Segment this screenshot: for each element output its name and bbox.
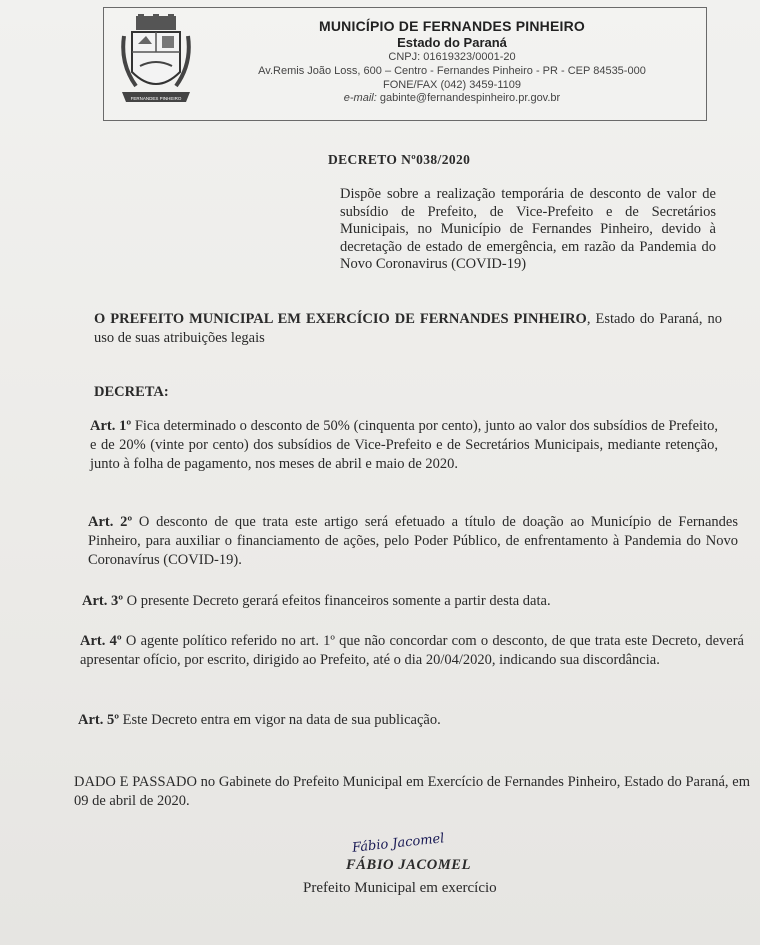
decree-title: DECRETO Nº038/2020 bbox=[328, 152, 471, 167]
article-2-text: O desconto de que trata este artigo será efetuado a título de doação ao Município de Fernandes Pinheiro, para auxiliar o financiamento de ações, pelo Poder Público, de enfrentamento à Pandemia do Novo Coronavírus (COVID-19). bbox=[88, 514, 739, 568]
article-1-label: Art. 1º bbox=[90, 418, 132, 434]
signatory-role: Prefeito Municipal em exercício bbox=[303, 880, 497, 896]
preamble bbox=[94, 310, 722, 348]
article-4 bbox=[80, 632, 744, 670]
article-1-text: Fica determinado o desconto de 50% (cinquenta por cento), junto ao valor dos subsídios de Prefeito, e de 20% (vinte por cento) dos subsídios de Vice-Prefeito e de Secretários Municipais, mediante retenção, junto à folha de pagamento, nos meses de abril e maio de 2020. bbox=[90, 418, 718, 472]
article-4-text: O agente político referido no art. 1º que não concordar com o desconto, de que trata este Decreto, deverá apresentar ofício, por escrito, dirigido ao Prefeito, até o dia 20/04/2020, indicando sua discordância. bbox=[80, 633, 744, 668]
preamble-rest: , Estado do Paraná, no uso de suas atribuições legais bbox=[94, 311, 722, 346]
letterhead bbox=[103, 7, 707, 121]
article-3 bbox=[82, 592, 742, 611]
article-5-label: Art. 5º bbox=[78, 712, 120, 728]
state-name: Estado do Paraná bbox=[397, 35, 507, 50]
cnpj: CNPJ: 01619323/0001-20 bbox=[388, 51, 516, 63]
article-5 bbox=[78, 711, 738, 730]
phone: FONE/FAX (042) 3459-1109 bbox=[383, 79, 521, 91]
closing-statement: DADO E PASSADO no Gabinete do Prefeito Municipal em Exercício de Fernandes Pinheiro, Estado do Paraná, em 09 de abril de 2020. bbox=[74, 774, 750, 809]
signatory-name: FÁBIO JACOMEL bbox=[346, 857, 472, 873]
article-5-text: Este Decreto entra em vigor na data de sua publicação. bbox=[119, 712, 441, 728]
article-2 bbox=[88, 513, 738, 570]
email-address: gabinte@fernandespinheiro.pr.gov.br bbox=[379, 92, 561, 104]
article-4-label: Art. 4º bbox=[80, 633, 122, 649]
decreta-heading: DECRETA: bbox=[94, 384, 169, 400]
decree-summary: Dispõe sobre a realização temporária de desconto de valor de subsídio de Prefeito, de Vice-Prefeito e de Secretários Municipais, no Município de Fernandes Pinheiro, devido à decretação de estado de emergência, em razão da Pandemia do Novo Coronavirus (COVID-19) bbox=[340, 186, 716, 272]
preamble-bold: O PREFEITO MUNICIPAL EM EXERCÍCIO DE FERNANDES PINHEIRO bbox=[94, 311, 587, 327]
article-3-label: Art. 3º bbox=[82, 593, 124, 609]
article-2-label: Art. 2º bbox=[88, 514, 133, 530]
article-3-text: O presente Decreto gerará efeitos financeiros somente a partir desta data. bbox=[123, 593, 551, 609]
email-label: e-mail: bbox=[343, 92, 377, 104]
email-line bbox=[204, 92, 700, 104]
handwritten-signature: Fábio Jacomel bbox=[351, 831, 446, 856]
address: Av.Remis João Loss, 600 – Centro - Fernandes Pinheiro - PR - CEP 84535-000 bbox=[258, 65, 646, 77]
municipal-crest-icon bbox=[118, 14, 194, 112]
article-1 bbox=[90, 417, 718, 474]
crest-banner-text: FERNANDES PINHEIRO bbox=[130, 96, 182, 101]
municipality-title: MUNICÍPIO DE FERNANDES PINHEIRO bbox=[319, 18, 585, 34]
